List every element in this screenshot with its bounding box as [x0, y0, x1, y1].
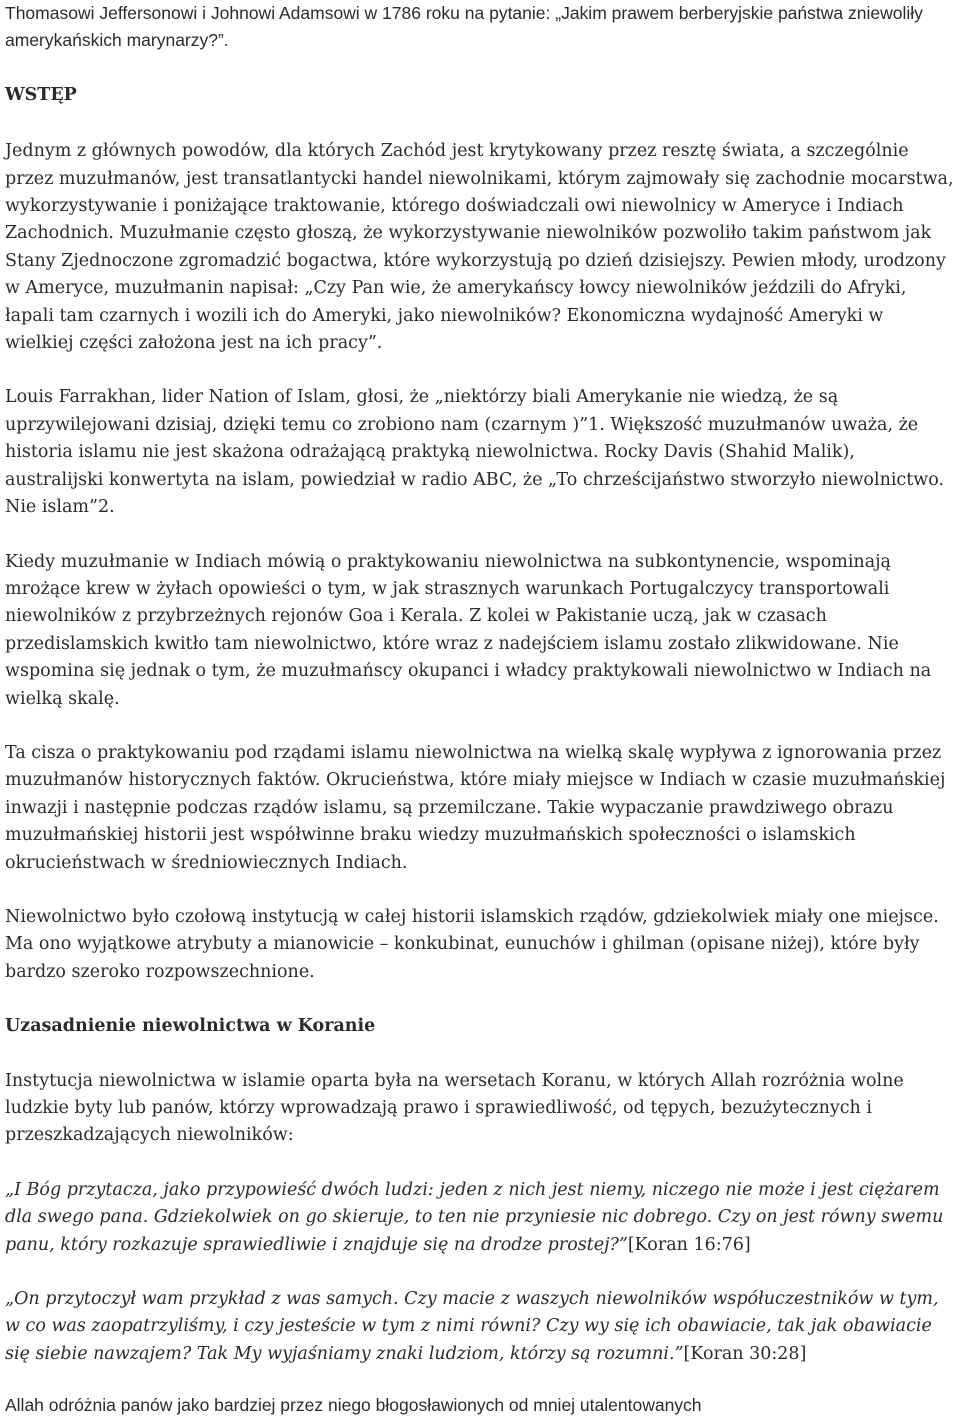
body-paragraph: Kiedy muzułmanie w Indiach mówią o praktykowaniu niewolnictwa na subkontynencie, wspominają mrożące krew w żyłach opowieści o tym, w jak strasznych warunkach Portugalczycy transportowali niewolników z przybrzeżnych rejonów Goa i Kerala. Z kolei w Pakistanie uczą, jak w czasach przedislamskich kwitło tam niewolnictwo, które wraz z nadejściem islamu zostało zlikwidowane. Nie wspomina się jednak o tym, że muzułmańscy okupanci i władcy praktykowali niewolnictwo w Indiach na wielką skalę.	[5, 551, 932, 709]
quote-text: „On przytoczył wam przykład z was samych. Czy macie z waszych niewolników współuczestników w tym, w co was zaopatrzyliśmy, i czy jesteście w tym z nimi równi? Czy wy się ich obawiacie, tak jak obawiacie się siebie nawzajem? Tak My wyjaśniamy znaki ludziom, którzy są rozumni.”	[5, 1289, 939, 1364]
body-paragraph: Niewolnictwo było czołową instytucją w całej historii islamskich rządów, gdziekolwiek miały one miejsce. Ma ono wyjątkowe atrybuty a mianowicie – konkubinat, eunuchów i ghilman (opisane niżej), które były bardzo szeroko rozpowszechnione.	[5, 906, 939, 982]
document-body	[5, 0, 957, 1420]
section-subheading: Uzasadnienie niewolnictwa w Koranie	[5, 1016, 376, 1037]
body-paragraph-truncated: Allah odróżnia panów jako bardziej przez niego błogosławionych od mniej utalentowanych	[5, 1395, 702, 1416]
body-paragraph: Jednym z głównych powodów, dla których Zachód jest krytykowany przez resztę świata, a szczególnie przez muzułmanów, jest transatlantycki handel niewolnikami, którym zajmowały się zachodnie mocarstwa, wykorzystywanie i poniżające traktowanie, którego doświadczali owi niewolnicy w Ameryce i Indiach Zachodnich. Muzułmanie często głoszą, że wykorzystywanie niewolników pozwoliło takim państwom jak Stany Zjednoczone zgromadzić bogactwa, które wykorzystują po dzień dzisiejszy. Pewien młody, urodzony w Ameryce, muzułmanin napisał: „Czy Pan wie, że amerykańscy łowcy niewolników jeździli do Afryki, łapali tam czarnych i wozili ich do Ameryki, jako niewolników? Ekonomiczna wydajność Ameryki w wielkiej części założona jest na ich pracy”.	[5, 141, 954, 354]
section-heading-wstep: WSTĘP	[5, 84, 77, 105]
body-paragraph: Louis Farrakhan, lider Nation of Islam, głosi, że „niektórzy biali Amerykanie nie wiedzą, że są uprzywilejowani dzisiaj, dzięki temu co zrobiono nam (czarnym )”1. Większość muzułmanów uważa, że historia islamu nie jest skażona odrażającą praktyką niewolnictwa. Rocky Davis (Shahid Malik), australijski konwertyta na islam, powiedział w radio ABC, że „To chrześcijaństwo stworzyło niewolnictwo. Nie islam”2.	[5, 387, 945, 518]
quote-block	[5, 1177, 957, 1259]
body-paragraph: Instytucja niewolnictwa w islamie oparta była na wersetach Koranu, w których Allah rozróżnia wolne ludzkie byty lub panów, którzy wprowadzają prawo i sprawiedliwość, od tępych, bezużytecznych i przeszkadzających niewolników:	[5, 1070, 904, 1146]
quote-reference: [Koran 16:76]	[627, 1234, 751, 1255]
body-paragraph: Ta cisza o praktykowaniu pod rządami islamu niewolnictwa na wielką skalę wypływa z ignorowania przez muzułmanów historycznych faktów. Okrucieństwa, które miały miejsce w Indiach w czasie muzułmańskiej inwazji i następnie podczas rządów islamu, są przemilczane. Takie wypaczanie prawdziwego obrazu muzułmańskiej historii jest współwinne braku wiedzy muzułmańskich społeczności o islamskich okrucieństwach w średniowiecznych Indiach.	[5, 742, 946, 873]
quote-reference: [Koran 30:28]	[683, 1343, 807, 1364]
quote-block	[5, 1286, 957, 1368]
quote-text: „I Bóg przytacza, jako przypowieść dwóch ludzi: jeden z nich jest niemy, niczego nie może i jest ciężarem dla swego pana. Gdziekolwiek on go skieruje, to ten nie przyniesie nic dobrego. Czy on jest równy swemu panu, który rozkazuje sprawiedliwie i znajduje się na drodze prostej?”	[5, 1179, 944, 1255]
intro-paragraph: Thomasowi Jeffersonowi i Johnowi Adamsowi w 1786 roku na pytanie: „Jakim prawem berberyjskie państwa zniewoliły amerykańskich marynarzy?”.	[5, 3, 923, 51]
